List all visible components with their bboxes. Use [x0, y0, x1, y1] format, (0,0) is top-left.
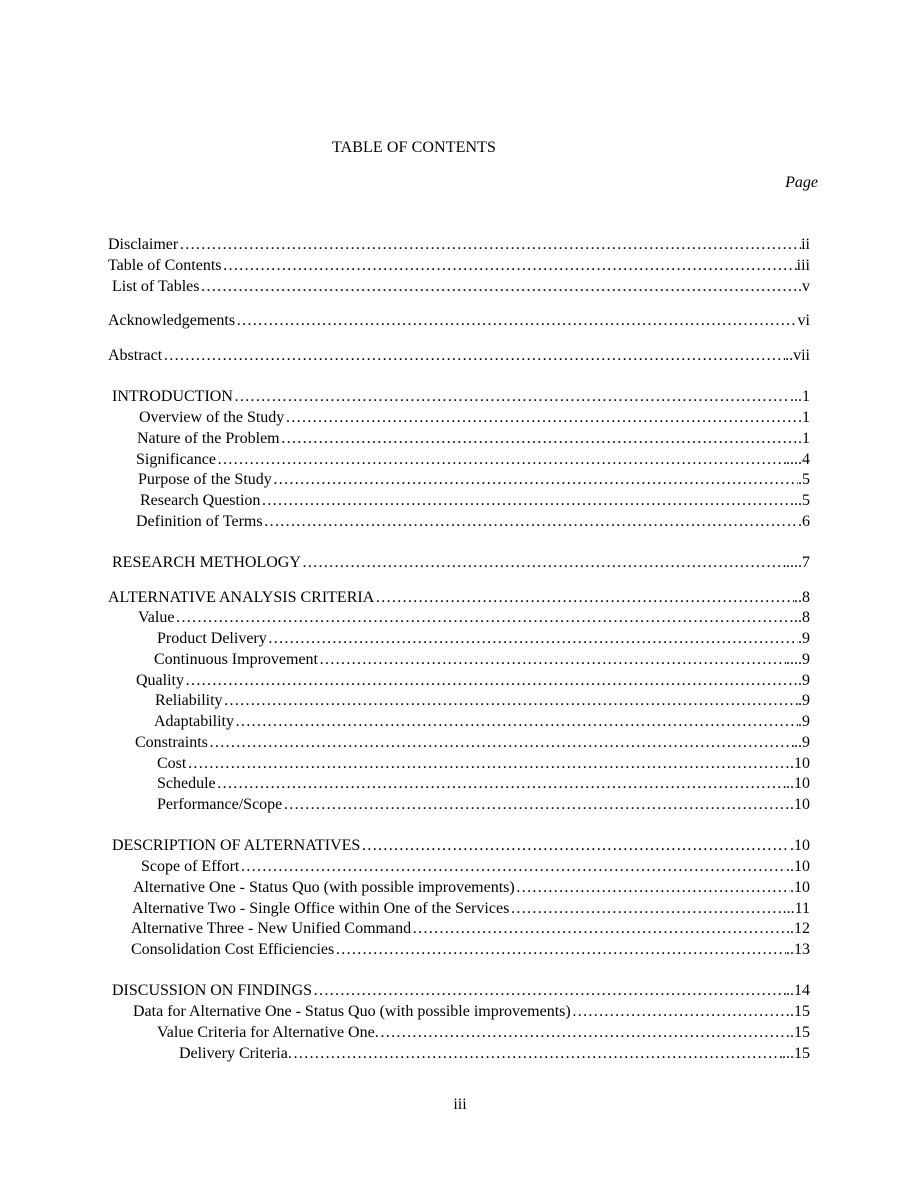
- dot-leader: [175, 607, 794, 628]
- toc-entry-label: Adaptability: [154, 713, 234, 730]
- dot-leader: [572, 1001, 790, 1022]
- toc-entry-page: ..14: [786, 982, 810, 999]
- toc-entry-page: .10: [790, 837, 810, 854]
- toc-entry-page: vi: [797, 312, 810, 329]
- toc-entry-page: .6: [798, 513, 810, 530]
- toc-entry-page: ...1: [790, 388, 810, 405]
- toc-entry-page: .15: [790, 1003, 810, 1020]
- toc-entry: [112, 276, 810, 297]
- toc-entry-page: .15: [790, 1024, 810, 1041]
- toc-entry-page: .5: [798, 471, 810, 488]
- toc-entry: [140, 490, 810, 511]
- toc-entry-page: .9: [798, 630, 810, 647]
- toc-entry-label: Reliability: [155, 692, 223, 709]
- toc-entry: [138, 607, 810, 628]
- toc-entry-page: ...11: [782, 900, 810, 917]
- toc-entry: [133, 1001, 810, 1022]
- toc-entry: [157, 1022, 810, 1043]
- toc-entry-page: .9: [798, 713, 810, 730]
- toc-entry-page: ..8: [794, 609, 810, 626]
- dot-leader: [302, 552, 786, 573]
- dot-leader: [217, 449, 786, 470]
- toc-entry-page: ....9: [786, 651, 810, 668]
- dot-leader: [223, 255, 797, 276]
- dot-leader: [209, 732, 794, 753]
- dot-leader: [516, 877, 790, 898]
- toc-entry: [138, 469, 810, 490]
- toc-entry: [137, 428, 810, 449]
- toc-entry-label: DESCRIPTION OF ALTERNATIVES: [112, 837, 361, 854]
- toc-entry: [132, 898, 810, 919]
- toc-entry-page: .12: [790, 920, 810, 937]
- dot-leader: [293, 1043, 782, 1064]
- toc-entry: [179, 1043, 810, 1064]
- toc-entry: [157, 773, 810, 794]
- toc-entry-label: Delivery Criteria.: [179, 1045, 292, 1062]
- toc-entry-label: Data for Alternative One - Status Quo (with possible improvements): [133, 1003, 571, 1020]
- dot-leader: [200, 276, 798, 297]
- toc-entry-page: ..9: [794, 734, 810, 751]
- toc-entry-label: Disclaimer: [108, 236, 179, 253]
- dot-leader: [380, 1022, 790, 1043]
- toc-entry: [154, 649, 810, 670]
- dot-leader: [319, 649, 786, 670]
- dot-leader: [236, 310, 797, 331]
- dot-leader: [375, 587, 794, 608]
- toc-entry: [112, 386, 810, 407]
- dot-leader: [224, 690, 798, 711]
- dot-leader: [235, 711, 798, 732]
- dot-leader: [313, 980, 786, 1001]
- toc-entry: [108, 234, 810, 255]
- dot-leader: [187, 753, 790, 774]
- dot-leader: [281, 428, 798, 449]
- toc-entry-label: Acknowledgements: [108, 312, 236, 329]
- toc-entry-page: ..10: [786, 775, 810, 792]
- toc-entry-label: Nature of the Problem: [137, 430, 280, 447]
- dot-leader: [185, 670, 798, 691]
- toc-entry-label: Purpose of the Study: [138, 471, 272, 488]
- toc-entry-label: Alternative Two - Single Office within One of the Services: [132, 900, 510, 917]
- toc-entry-page: .9: [798, 672, 810, 689]
- toc-entry-label: DISCUSSION ON FINDINGS: [112, 982, 313, 999]
- toc-entry-page: iii: [796, 257, 810, 274]
- toc-entry-page: .10: [790, 796, 810, 813]
- toc-entry-label: Alternative Three - New Unified Command: [131, 920, 412, 937]
- dot-leader: [261, 490, 794, 511]
- toc-entry-label: RESEARCH METHOLOGY: [112, 554, 301, 571]
- toc-entry-label: Continuous Improvement: [154, 651, 318, 668]
- toc-entry-label: Product Delivery: [157, 630, 267, 647]
- toc-entry: [108, 587, 810, 608]
- toc-entry-label: List of Tables: [112, 278, 200, 295]
- toc-entry-page: ..10: [786, 858, 810, 875]
- toc-entry-label: Schedule: [157, 775, 216, 792]
- toc-entry-page: .10: [790, 879, 810, 896]
- toc-entry: [154, 711, 810, 732]
- toc-entry-label: Definition of Terms: [136, 513, 263, 530]
- dot-leader: [217, 773, 786, 794]
- page-title: TABLE OF CONTENTS: [332, 139, 496, 156]
- toc-entry: [108, 255, 810, 276]
- toc-entry: [155, 690, 810, 711]
- toc-entry: [157, 753, 810, 774]
- toc-entry-label: Overview of the Study: [139, 409, 285, 426]
- toc-entry-page: .10: [790, 755, 810, 772]
- dot-leader: [285, 407, 798, 428]
- toc-entry: [157, 628, 810, 649]
- dot-leader: [264, 511, 798, 532]
- toc-entry-page: ..vii: [785, 347, 810, 364]
- dot-leader: [510, 898, 782, 919]
- toc-entry: [112, 552, 810, 573]
- toc-entry-page: ....7: [786, 554, 810, 571]
- toc-entry-page: .1: [798, 409, 810, 426]
- toc-entry-page: .v: [798, 278, 810, 295]
- dot-leader: [163, 345, 785, 366]
- toc-entry-page: ....4: [786, 451, 810, 468]
- dot-leader: [283, 794, 790, 815]
- dot-leader: [268, 628, 798, 649]
- toc-entry: [136, 449, 810, 470]
- toc-entry-label: Constraints: [135, 734, 208, 751]
- toc-entry-label: Alternative One - Status Quo (with possible improvements): [133, 879, 515, 896]
- toc-entry: [157, 794, 810, 815]
- dot-leader: [240, 856, 786, 877]
- toc-entry: [133, 877, 810, 898]
- toc-entry-label: Performance/Scope: [157, 796, 283, 813]
- toc-entry-label: INTRODUCTION: [112, 388, 233, 405]
- dot-leader: [273, 469, 798, 490]
- toc-entry: [141, 856, 810, 877]
- toc-entry-label: Consolidation Cost Efficiencies: [131, 941, 335, 958]
- toc-entry-page: ..13: [786, 941, 810, 958]
- toc-entry: [139, 407, 810, 428]
- toc-entry: [108, 310, 810, 331]
- toc-entry: [112, 835, 810, 856]
- dot-leader: [361, 835, 790, 856]
- toc-entry-page: .1: [798, 430, 810, 447]
- dot-leader: [412, 918, 790, 939]
- dot-leader: [234, 386, 790, 407]
- toc-entry: [108, 345, 810, 366]
- toc-entry-label: Significance: [136, 451, 216, 468]
- toc-entry-page: .9: [798, 692, 810, 709]
- dot-leader: [335, 939, 786, 960]
- toc-entry-page: ii: [801, 236, 810, 253]
- toc-entry: [135, 732, 810, 753]
- toc-entry: [131, 918, 810, 939]
- toc-entry: [136, 511, 810, 532]
- toc-entry-label: Research Question: [140, 492, 261, 509]
- toc-entry-label: Value: [138, 609, 175, 626]
- toc-entry: [136, 670, 810, 691]
- page-number: iii: [453, 1096, 467, 1113]
- dot-leader: [179, 234, 801, 255]
- toc-entry-label: ALTERNATIVE ANALYSIS CRITERIA: [108, 589, 375, 606]
- toc-entry-label: Table of Contents: [108, 257, 222, 274]
- toc-entry-label: Scope of Effort: [141, 858, 240, 875]
- toc-entry-label: Cost: [157, 755, 187, 772]
- toc-entry: [131, 939, 810, 960]
- toc-entry: [112, 980, 810, 1001]
- toc-entry-label: Quality: [136, 672, 184, 689]
- toc-entry-label: Value Criteria for Alternative One.: [157, 1024, 379, 1041]
- toc-entry-page: ...15: [782, 1045, 810, 1062]
- page-column-label: Page: [785, 174, 818, 191]
- toc-entry-page: ..5: [794, 492, 810, 509]
- toc-entry-page: ..8: [794, 589, 810, 606]
- toc-entry-label: Abstract: [108, 347, 163, 364]
